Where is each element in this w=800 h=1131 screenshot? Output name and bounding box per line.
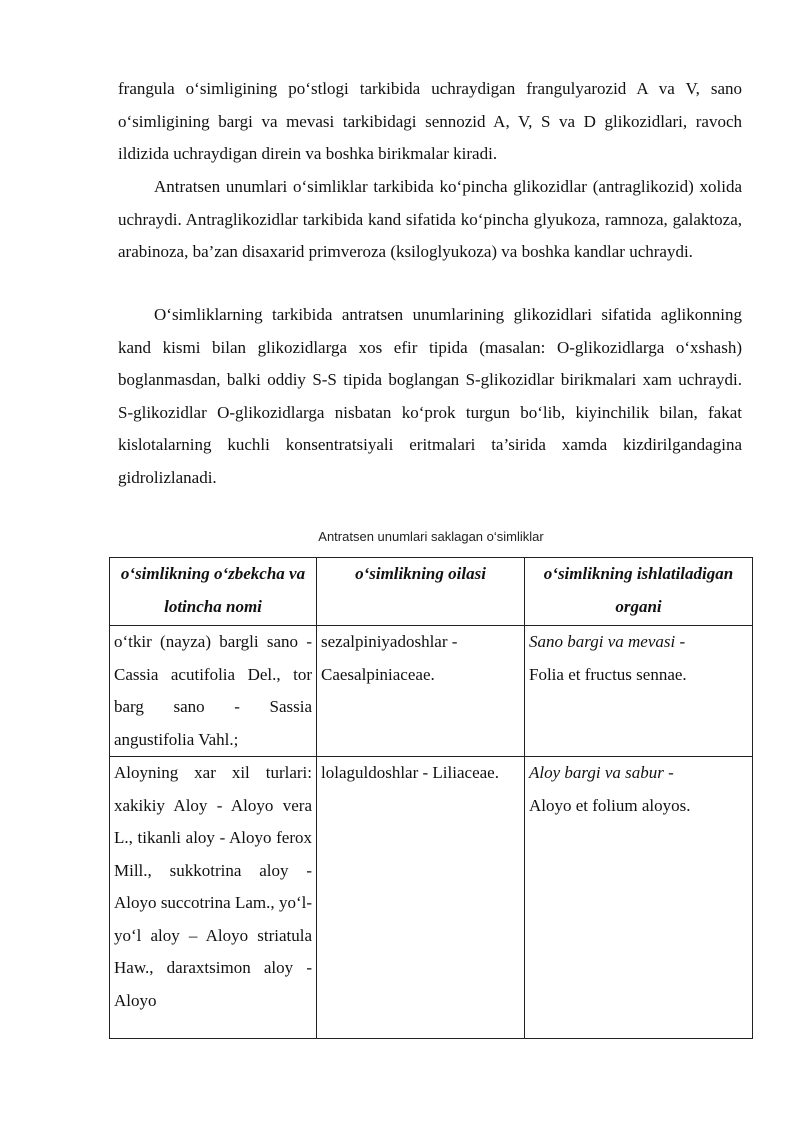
cell-plant-name: Aloyning xar xil turlari: xakikiy Aloy - Aloyo vera L., tikanli aloy - Aloyo ferox Mill., sukkotrina aloy - Aloyo succotrina Lam., yo‘l-yo‘l aloy – Aloyo striatula Haw., daraxtsimon aloy - Aloyo bbox=[110, 757, 317, 1039]
cell-plant-organ bbox=[525, 626, 753, 757]
paragraph-1: frangula o‘simligining po‘stlogi tarkibida uchraydigan frangulyarozid A va V, sano o‘simligining bargi va mevasi tarkibidagi sennozid A, V, S va D glikozidlari, ravoch ildizida uchraydigan direin va boshka birikmalar kiradi. bbox=[118, 79, 742, 163]
cell-plant-organ bbox=[525, 757, 753, 1039]
organ-uzbek: Sano bargi va mevasi - bbox=[529, 632, 686, 651]
table-caption: Antratsen unumlari saklagan o‘simliklar bbox=[318, 529, 544, 544]
header-plant-name: o‘simlikning o‘zbekcha va lotincha nomi bbox=[110, 558, 317, 626]
cell-plant-family: sezalpiniyadoshlar - Caesalpiniaceae. bbox=[317, 626, 525, 757]
organ-latin: Aloyo et folium aloyos. bbox=[529, 795, 691, 815]
cell-plant-name: o‘tkir (nayza) bargli sano - Cassia acutifolia Del., tor barg sano - Sassia angustifolia Vahl.; bbox=[110, 626, 317, 757]
header-plant-organ: o‘simlikning ishlatiladigan organi bbox=[525, 558, 753, 626]
organ-latin: Folia et fructus sennae. bbox=[529, 664, 687, 684]
header-plant-family: o‘simlikning oilasi bbox=[317, 558, 525, 626]
cell-plant-family: lolaguldoshlar - Liliaceae. bbox=[317, 757, 525, 1039]
plants-table bbox=[109, 557, 753, 1039]
table-header-row bbox=[110, 558, 753, 626]
table-row bbox=[110, 626, 753, 757]
paragraph-3: O‘simliklarning tarkibida antratsen unumlarining glikozidlari sifatida aglikonning kand kismi bilan glikozidlarga xos efir tipida (masalan: O-glikozidlarga o‘xshash) boglanmasdan, balki oddiy S-S tipida boglangan S-glikozidlar birikmalari xam uchraydi. S-glikozidlar O-glikozidlarga nisbatan ko‘prok turgun bo‘lib, kiyinchilik bilan, fakat kislotalarning kuchli konsentratsiyali eritmalari ta’sirida xamda kizdirilgandagina gidrolizlanadi. bbox=[118, 305, 742, 487]
organ-uzbek: Aloy bargi va sabur - bbox=[529, 763, 674, 782]
paragraph-2: Antratsen unumlari o‘simliklar tarkibida ko‘pincha glikozidlar (antraglikozid) xolida uchraydi. Antraglikozidlar tarkibida kand sifatida ko‘pincha glyukoza, ramnoza, galaktoza, arabinoza, ba’zan disaxarid primveroza (ksiloglyukoza) va boshka kandlar uchraydi. bbox=[118, 177, 742, 261]
table-row bbox=[110, 757, 753, 1039]
